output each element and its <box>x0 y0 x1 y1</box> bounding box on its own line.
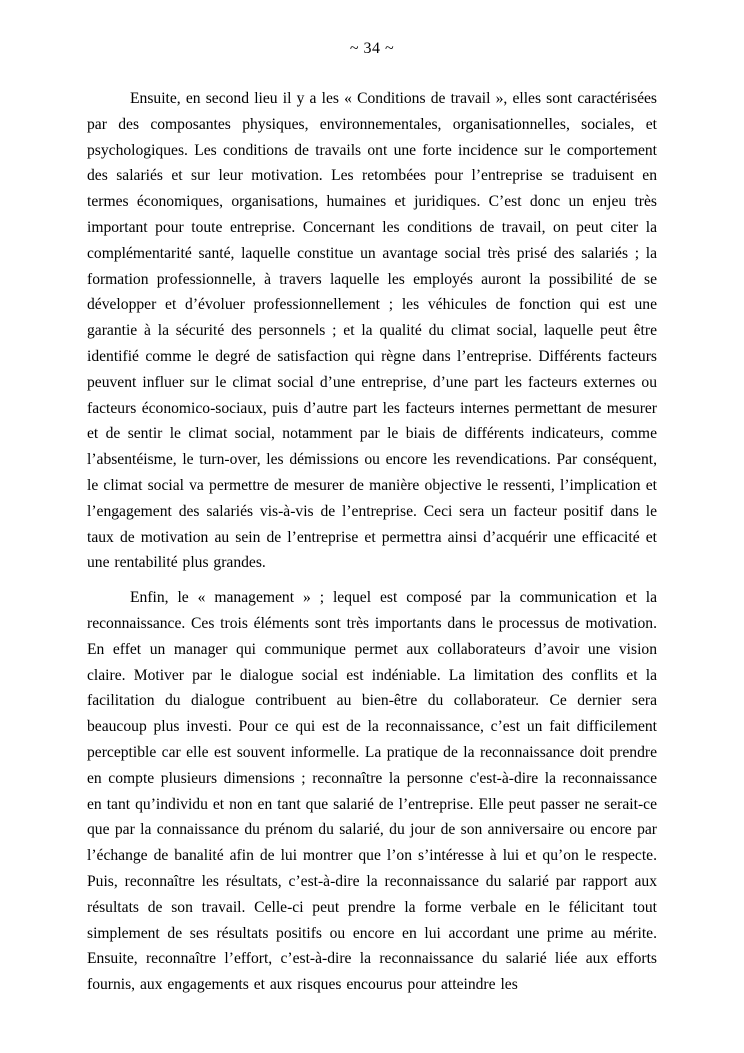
paragraph-management: Enfin, le « management » ; lequel est composé par la communication et la reconnaissance. Ces trois éléments sont très importants dans le processus de motivation. En effet un manager qui communique permet aux collaborateurs d’avoir une vision claire. Motiver par le dialogue social est indéniable. La limitation des conflits et la facilitation du dialogue contribuent au bien-être du collaborateur. Ce dernier sera beaucoup plus investi. Pour ce qui est de la reconnaissance, c’est un fait difficilement perceptible car elle est souvent informelle. La pratique de la reconnaissance doit prendre en compte plusieurs dimensions ; reconnaître la personne c'est-à-dire la reconnaissance en tant qu’individu et non en tant que salarié de l’entreprise. Elle peut passer ne serait-ce que par la connaissance du prénom du salarié, du jour de son anniversaire ou encore par l’échange de banalité afin de lui montrer que l’on s’intéresse à lui et qu’on le respecte. Puis, reconnaître les résultats, c’est-à-dire la reconnaissance du salarié par rapport aux résultats de son travail. Celle-ci peut prendre la forme verbale en le félicitant tout simplement de ses résultats positifs ou encore en lui accordant une prime au mérite. Ensuite, reconnaître l’effort, c’est-à-dire la reconnaissance du salarié liée aux efforts fournis, aux engagements et aux risques encourus pour atteindre les <box>87 589 657 994</box>
page-number: ~ 34 ~ <box>349 40 395 57</box>
paragraph-conditions-de-travail: Ensuite, en second lieu il y a les « Conditions de travail », elles sont caractérisées par des composantes physiques, environnementales, organisationnelles, sociales, et psychologiques. Les conditions de travails ont une forte incidence sur le comportement des salariés et sur leur motivation. Les retombées pour l’entreprise se traduisent en termes économiques, organisations, humaines et juridiques. C’est donc un enjeu très important pour toute entreprise. Concernant les conditions de travail, on peut citer la complémentarité santé, laquelle constitue un avantage social très prisé des salariés ; la formation professionnelle, à travers laquelle les employés auront la possibilité de se développer et d’évoluer professionnellement ; les véhicules de fonction qui est une garantie à la sécurité des personnels ; et la qualité du climat social, laquelle peut être identifié comme le degré de satisfaction qui règne dans l’entreprise. Différents facteurs peuvent influer sur le climat social d’une entreprise, d’une part les facteurs externes ou facteurs économico-sociaux, puis d’autre part les facteurs internes permettant de mesurer et de sentir le climat social, notamment par le biais de différents indicateurs, comme l’absentéisme, le turn-over, les démissions ou encore les revendications. Par conséquent, le climat social va permettre de mesurer de manière objective le ressenti, l’implication et l’engagement des salariés vis-à-vis de l’entreprise. Ceci sera un facteur positif dans le taux de motivation au sein de l’entreprise et permettra ainsi d’acquérir une efficacité et une rentabilité plus grandes. <box>87 90 657 572</box>
